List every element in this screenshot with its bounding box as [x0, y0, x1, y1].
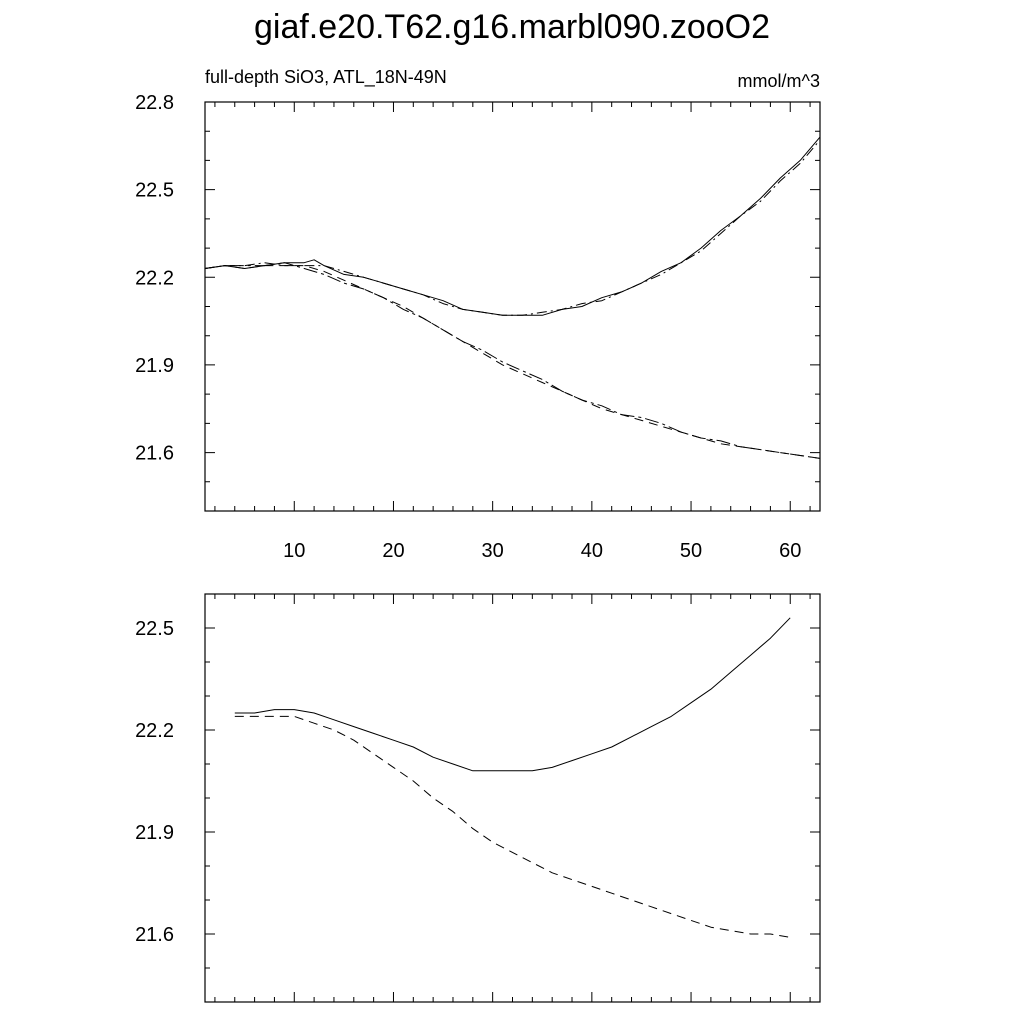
- top-x-tick-label: 60: [779, 540, 802, 562]
- top-chart-subtitle: full-depth SiO3, ATL_18N-49N: [205, 67, 447, 87]
- top-x-tick-label: 20: [382, 540, 405, 562]
- bottom-series-line-1: [235, 618, 790, 771]
- top-chart-frame: [205, 102, 820, 511]
- top-series-line-1: [205, 137, 820, 315]
- top-chart-axes: [135, 92, 820, 562]
- top-x-tick-label: 40: [580, 540, 603, 562]
- top-chart-panel: [135, 67, 820, 562]
- top-x-tick-label: 10: [283, 540, 306, 562]
- bottom-y-tick-label: 21.9: [135, 822, 174, 844]
- bottom-chart-series: [235, 618, 790, 938]
- top-chart-series: [205, 137, 820, 458]
- top-x-tick-label: 50: [679, 540, 703, 562]
- figure-title: giaf.e20.T62.g16.marbl090.zooO2: [253, 8, 771, 46]
- bottom-series-line-2: [235, 716, 790, 937]
- bottom-chart-tick-marks: [205, 594, 820, 1002]
- bottom-chart-panel: [135, 594, 820, 1002]
- top-series-line-3: [205, 266, 820, 459]
- bottom-y-tick-label: 22.5: [135, 618, 174, 640]
- top-y-tick-label: 21.6: [135, 442, 174, 465]
- top-y-tick-label: 21.9: [135, 354, 174, 377]
- top-y-tick-label: 22.5: [135, 179, 174, 202]
- top-series-line-2: [205, 140, 820, 315]
- top-y-tick-label: 22.2: [135, 267, 174, 290]
- bottom-chart-axes: [135, 594, 820, 1002]
- top-x-tick-label: 30: [481, 540, 504, 562]
- bottom-chart-frame: [205, 594, 820, 1002]
- top-chart-tick-marks: [205, 102, 820, 511]
- top-chart-units: mmol/m^3: [737, 71, 820, 91]
- top-y-tick-label: 22.8: [135, 92, 174, 114]
- top-series-line-4: [205, 263, 820, 459]
- bottom-y-tick-label: 22.2: [135, 720, 174, 742]
- bottom-y-tick-label: 21.6: [135, 924, 174, 946]
